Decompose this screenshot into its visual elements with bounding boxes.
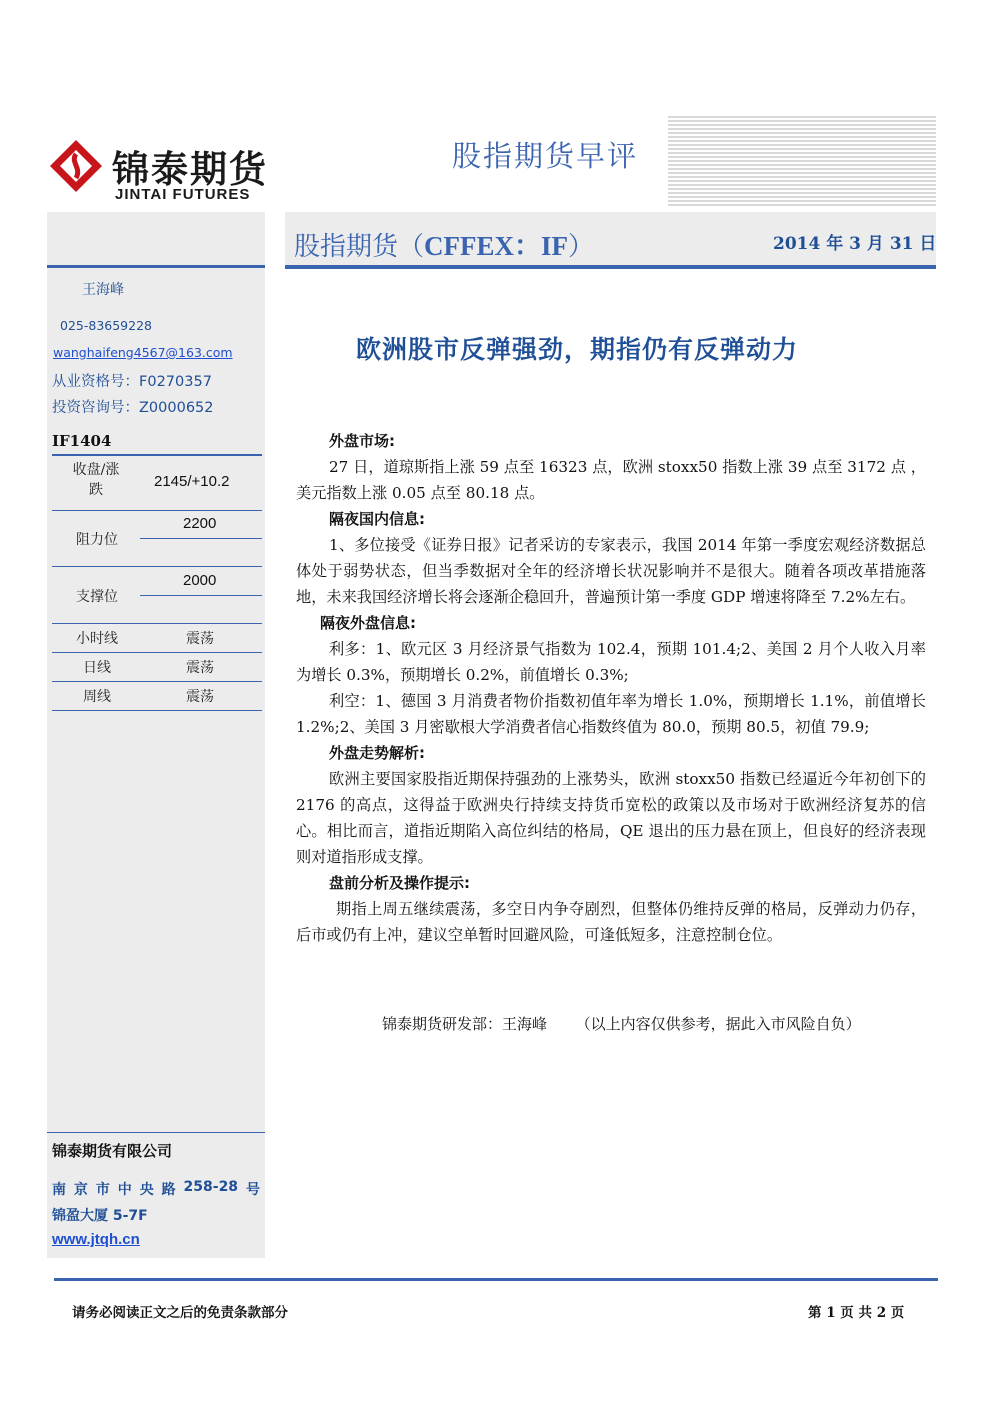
- advisory-number: 投资咨询号：Z0000652: [52, 400, 214, 416]
- table-rule: [140, 595, 262, 596]
- paragraph: 利空：1、德国 3 月消费者物价指数初值年率为增长 1.0%，预期增长 1.1%，前值增长 1.2%;2、美国 3 月密歇根大学消费者信心指数终值为 80.0，预期 80.5，初值 79.9;: [296, 692, 926, 736]
- row-daily-label: 日线: [83, 660, 111, 676]
- section-title-operation: 盘前分析及操作提示:: [329, 874, 470, 892]
- company-website-link[interactable]: www.jtqh.cn: [52, 1231, 140, 1248]
- row-resistance-value: 2200: [183, 515, 217, 532]
- section-title-analysis: 外盘走势解析:: [329, 744, 425, 762]
- jintai-logo-icon: [48, 138, 104, 194]
- section-title-domestic: 隔夜国内信息:: [329, 510, 425, 528]
- paragraph: 27 日，道琼斯指上涨 59 点至 16323 点，欧洲 stoxx50 指数上涨 39 点至 3172 点 ，美元指数上涨 0.05 点至 80.18 点。: [296, 458, 926, 502]
- table-rule: [52, 710, 262, 711]
- footer-disclaimer: 请务必阅读正文之后的免责条款部分: [72, 1305, 288, 1321]
- analyst-email-link[interactable]: wanghaifeng4567@163.com: [53, 345, 233, 360]
- row-close-value: 2145/+10.2: [154, 473, 230, 490]
- footer-rule: [54, 1278, 938, 1281]
- row-support-value: 2000: [183, 572, 217, 589]
- table-rule: [52, 510, 262, 511]
- company-logo-english: JINTAI FUTURES: [115, 186, 251, 203]
- company-building: 锦盈大厦 5-7F: [52, 1208, 148, 1224]
- qualification-number: 从业资格号：F0270357: [52, 374, 212, 390]
- report-date: 2014 年 3 月 31 日: [773, 234, 937, 254]
- paragraph: 利多：1、欧元区 3 月经济景气指数为 102.4，预期 101.4;2、美国 2 月个人收入月率为增长 0.3%，预期增长 0.2%，前值增长 0.3%;: [296, 640, 926, 684]
- row-close-label: 收盘/涨 跌: [72, 462, 120, 498]
- table-top-rule: [52, 454, 262, 456]
- title-bar-rule: [285, 265, 936, 269]
- sidebar-divider-top: [47, 265, 265, 268]
- row-resistance-label: 阻力位: [76, 532, 118, 548]
- company-address: 南 京 市 中 央 路 258-28 号: [52, 1179, 260, 1198]
- row-hourly-value: 震荡: [186, 631, 214, 647]
- table-rule: [140, 538, 262, 539]
- company-logo-text: 锦泰期货: [112, 148, 268, 191]
- analyst-phone: 025-83659228: [60, 318, 152, 333]
- page-indicator: 第 1 页 共 2 页: [808, 1305, 905, 1321]
- article-headline: 欧洲股市反弹强劲，期指仍有反弹动力: [356, 335, 799, 364]
- row-hourly-label: 小时线: [76, 631, 118, 647]
- signature-line: 锦泰期货研发部：王海峰 （以上内容仅供参考，据此入市风险自负）: [382, 1015, 861, 1033]
- sidebar-divider-company: [47, 1132, 265, 1133]
- company-name: 锦泰期货有限公司: [52, 1142, 173, 1160]
- sidebar-panel: [47, 212, 265, 1258]
- section-title-overnight: 隔夜外盘信息:: [320, 614, 416, 632]
- row-weekly-label: 周线: [83, 689, 111, 705]
- header-stripe-pattern: [668, 116, 936, 208]
- article-body: [296, 428, 926, 948]
- contract-code: IF1404: [52, 432, 112, 450]
- table-rule: [52, 681, 262, 682]
- section-title-overseas: 外盘市场:: [329, 432, 395, 450]
- row-daily-value: 震荡: [186, 660, 214, 676]
- paragraph: 1、多位接受《证券日报》记者采访的专家表示，我国 2014 年第一季度宏观经济数据总体处于弱势状态，但当季数据对全年的经济增长状况影响并不是很大。随着各项改革措施落地，未来我国经济增长将会逐渐企稳回升，普遍预计第一季度 GDP 增速将降至 7.2%左右。: [296, 536, 926, 606]
- row-weekly-value: 震荡: [186, 689, 214, 705]
- paragraph: 期指上周五继续震荡，多空日内争夺剧烈，但整体仍维持反弹的格局，反弹动力仍存，后市或仍有上冲，建议空单暂时回避风险，可逢低短多，注意控制仓位。: [296, 900, 926, 944]
- analyst-name: 王海峰: [82, 282, 124, 298]
- report-type-title: 股指期货早评: [452, 139, 639, 173]
- table-rule: [52, 652, 262, 653]
- category-title: 股指期货（CFFEX：IF）: [294, 231, 595, 262]
- paragraph: 欧洲主要国家股指近期保持强劲的上涨势头，欧洲 stoxx50 指数已经逼近今年初创下的 2176 的高点，这得益于欧洲央行持续支持货币宽松的政策以及市场对于欧洲经济复苏的信心。相比而言，道指近期陷入高位纠结的格局，QE 退出的压力悬在顶上，但良好的经济表现则对道指形成支撑。: [296, 770, 926, 866]
- table-rule: [52, 566, 262, 567]
- row-support-label: 支撑位: [76, 589, 118, 605]
- table-rule: [52, 623, 262, 624]
